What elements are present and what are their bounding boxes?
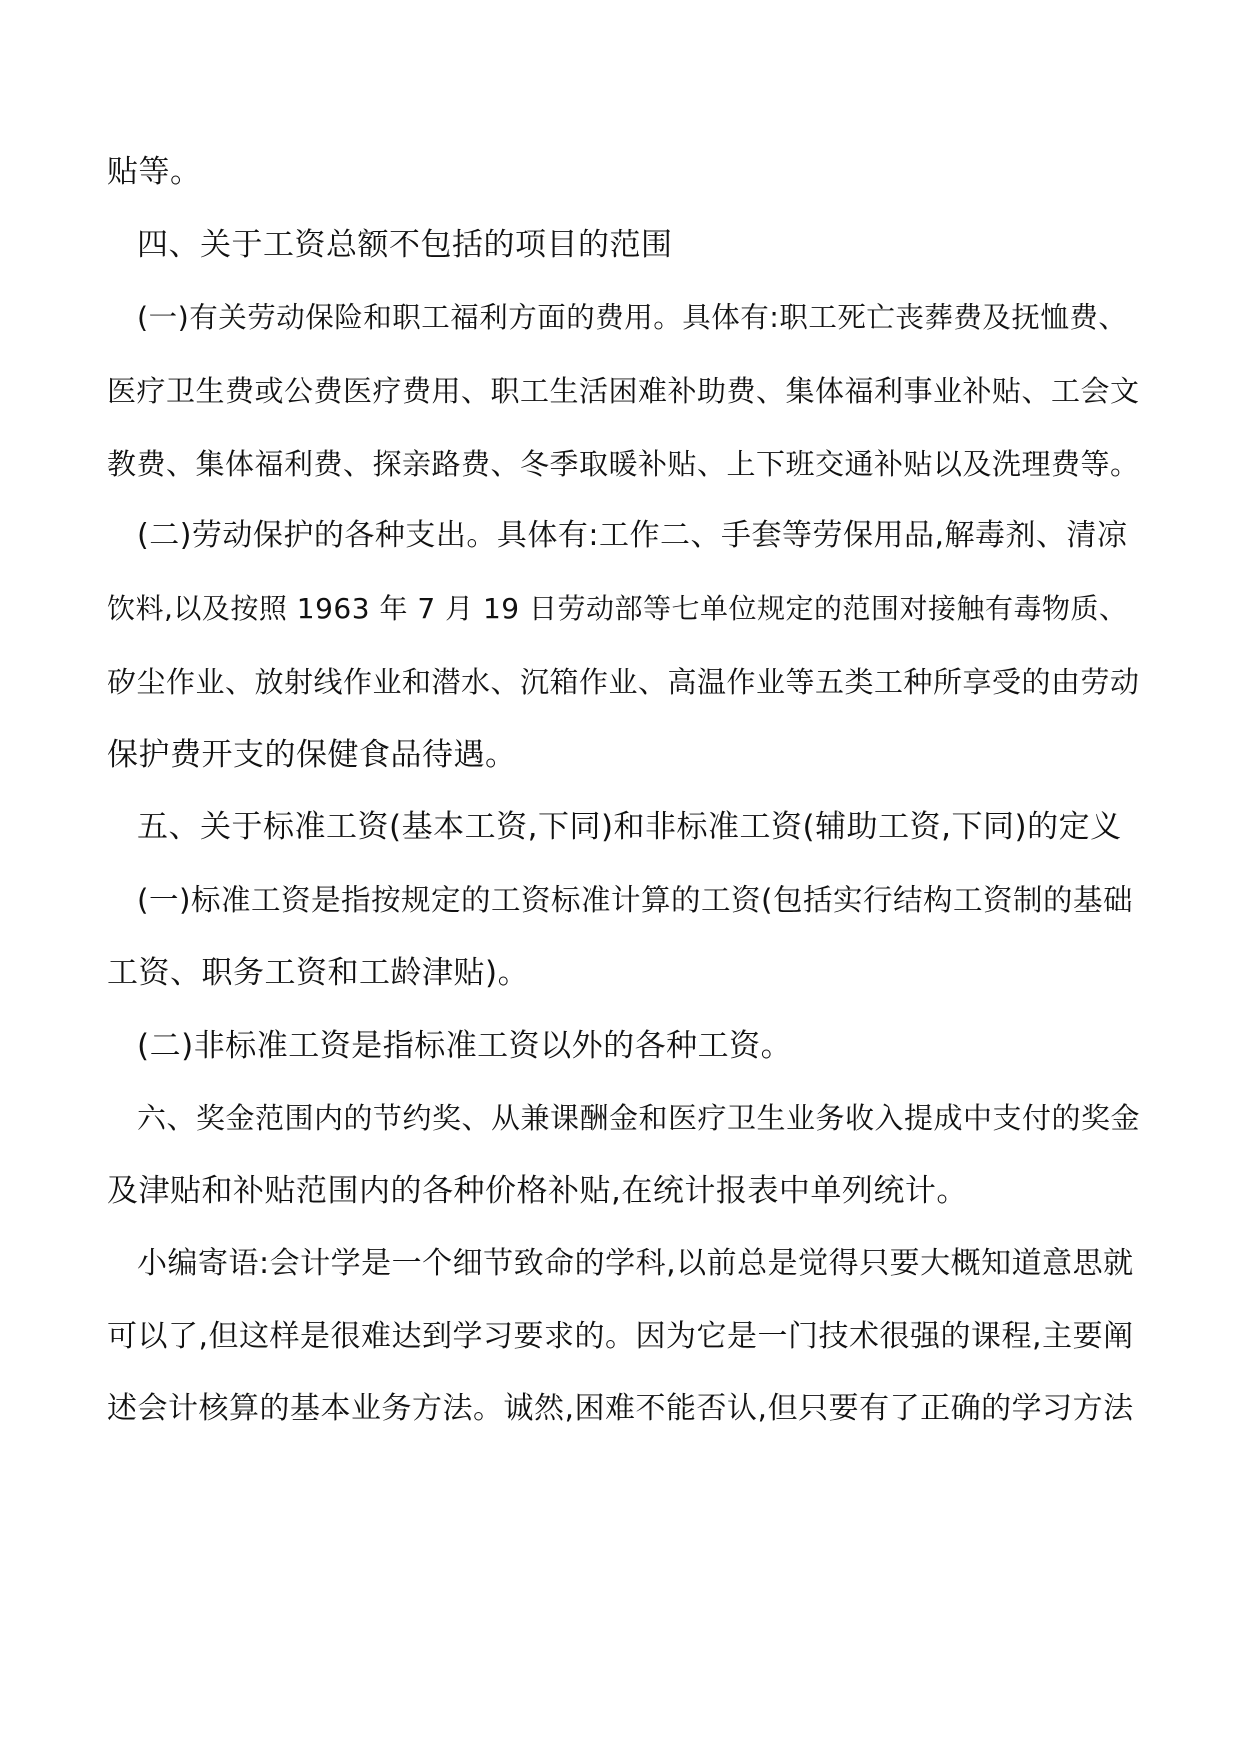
editor-note-line: 述会计核算的基本业务方法。诚然,困难不能否认,但只要有了正确的学习方法 [107,1391,1134,1426]
editor-note-line: 可以了,但这样是很难达到学习要求的。因为它是一门技术很强的课程,主要阐 [107,1319,1134,1354]
text-line: 教费、集体福利费、探亲路费、冬季取暖补贴、上下班交通补贴以及洗理费等。 [107,447,1140,481]
text-line: 工资、职务工资和工龄津贴)。 [107,955,530,991]
text-line: 矽尘作业、放射线作业和潜水、沉箱作业、高温作业等五类工种所享受的由劳动 [107,665,1140,699]
text-line: (二)非标准工资是指标准工资以外的各种工资。 [137,1028,793,1064]
section-heading: 四、关于工资总额不包括的项目的范围 [137,227,673,263]
text-line: (一)有关劳动保险和职工福利方面的费用。具体有:职工死亡丧葬费及抚恤费、 [137,301,1128,334]
text-line: 饮料,以及按照 1963 年 7 月 19 日劳动部等七单位规定的范围对接触有毒物质、 [107,592,1128,625]
section-heading: 五、关于标准工资(基本工资,下同)和非标准工资(辅助工资,下同)的定义 [137,809,1122,845]
text-line: (二)劳动保护的各种支出。具体有:工作二、手套等劳保用品,解毒剂、清凉 [137,518,1128,553]
text-line: (一)标准工资是指按规定的工资标准计算的工资(包括实行结构工资制的基础 [137,883,1134,917]
text-line: 及津贴和补贴范围内的各种价格补贴,在统计报表中单列统计。 [107,1173,968,1209]
text-line: 医疗卫生费或公费医疗费用、职工生活困难补助费、集体福利事业补贴、工会文 [107,374,1140,408]
text-line: 贴等。 [107,154,202,190]
text-line: 保护费开支的保健食品待遇。 [107,737,517,773]
section-heading: 六、奖金范围内的节约奖、从兼课酬金和医疗卫生业务收入提成中支付的奖金 [137,1101,1141,1135]
editor-note-line: 小编寄语:会计学是一个细节致命的学科,以前总是觉得只要大概知道意思就 [137,1246,1134,1281]
